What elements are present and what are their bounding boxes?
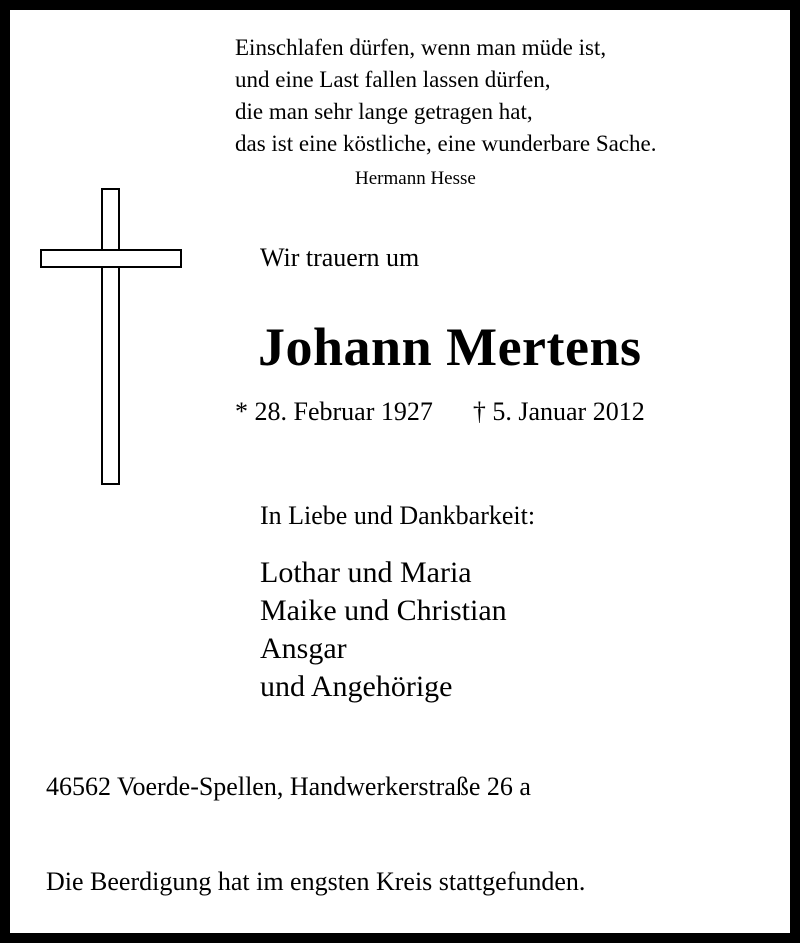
cross-vertical-beam xyxy=(101,188,120,485)
family-member: Ansgar xyxy=(260,632,347,665)
deceased-name: Johann Mertens xyxy=(258,317,642,377)
cross-icon xyxy=(40,188,182,487)
funeral-note: Die Beerdigung hat im engsten Kreis stattgefunden. xyxy=(46,867,586,896)
poem-line: die man sehr lange getragen hat, xyxy=(235,99,533,124)
poem-line: und eine Last fallen lassen dürfen, xyxy=(235,67,551,92)
life-dates xyxy=(235,396,645,428)
family-heading: In Liebe und Dankbarkeit: xyxy=(260,501,536,530)
birth-date: * 28. Februar 1927 xyxy=(235,397,433,426)
poem-quote xyxy=(235,32,657,160)
death-date: † 5. Januar 2012 xyxy=(472,397,645,426)
family-members xyxy=(260,554,507,706)
cross-center xyxy=(103,251,118,266)
mourning-intro: Wir trauern um xyxy=(260,243,420,272)
poem-line: Einschlafen dürfen, wenn man müde ist, xyxy=(235,35,607,60)
poem-line: das ist eine köstliche, eine wunderbare Sache. xyxy=(235,131,657,156)
family-member: Maike und Christian xyxy=(260,594,507,627)
family-member: Lothar und Maria xyxy=(260,556,472,589)
poem-author: Hermann Hesse xyxy=(355,168,476,189)
family-member: und Angehörige xyxy=(260,670,453,703)
family-address: 46562 Voerde-Spellen, Handwerkerstraße 26 a xyxy=(46,772,531,801)
